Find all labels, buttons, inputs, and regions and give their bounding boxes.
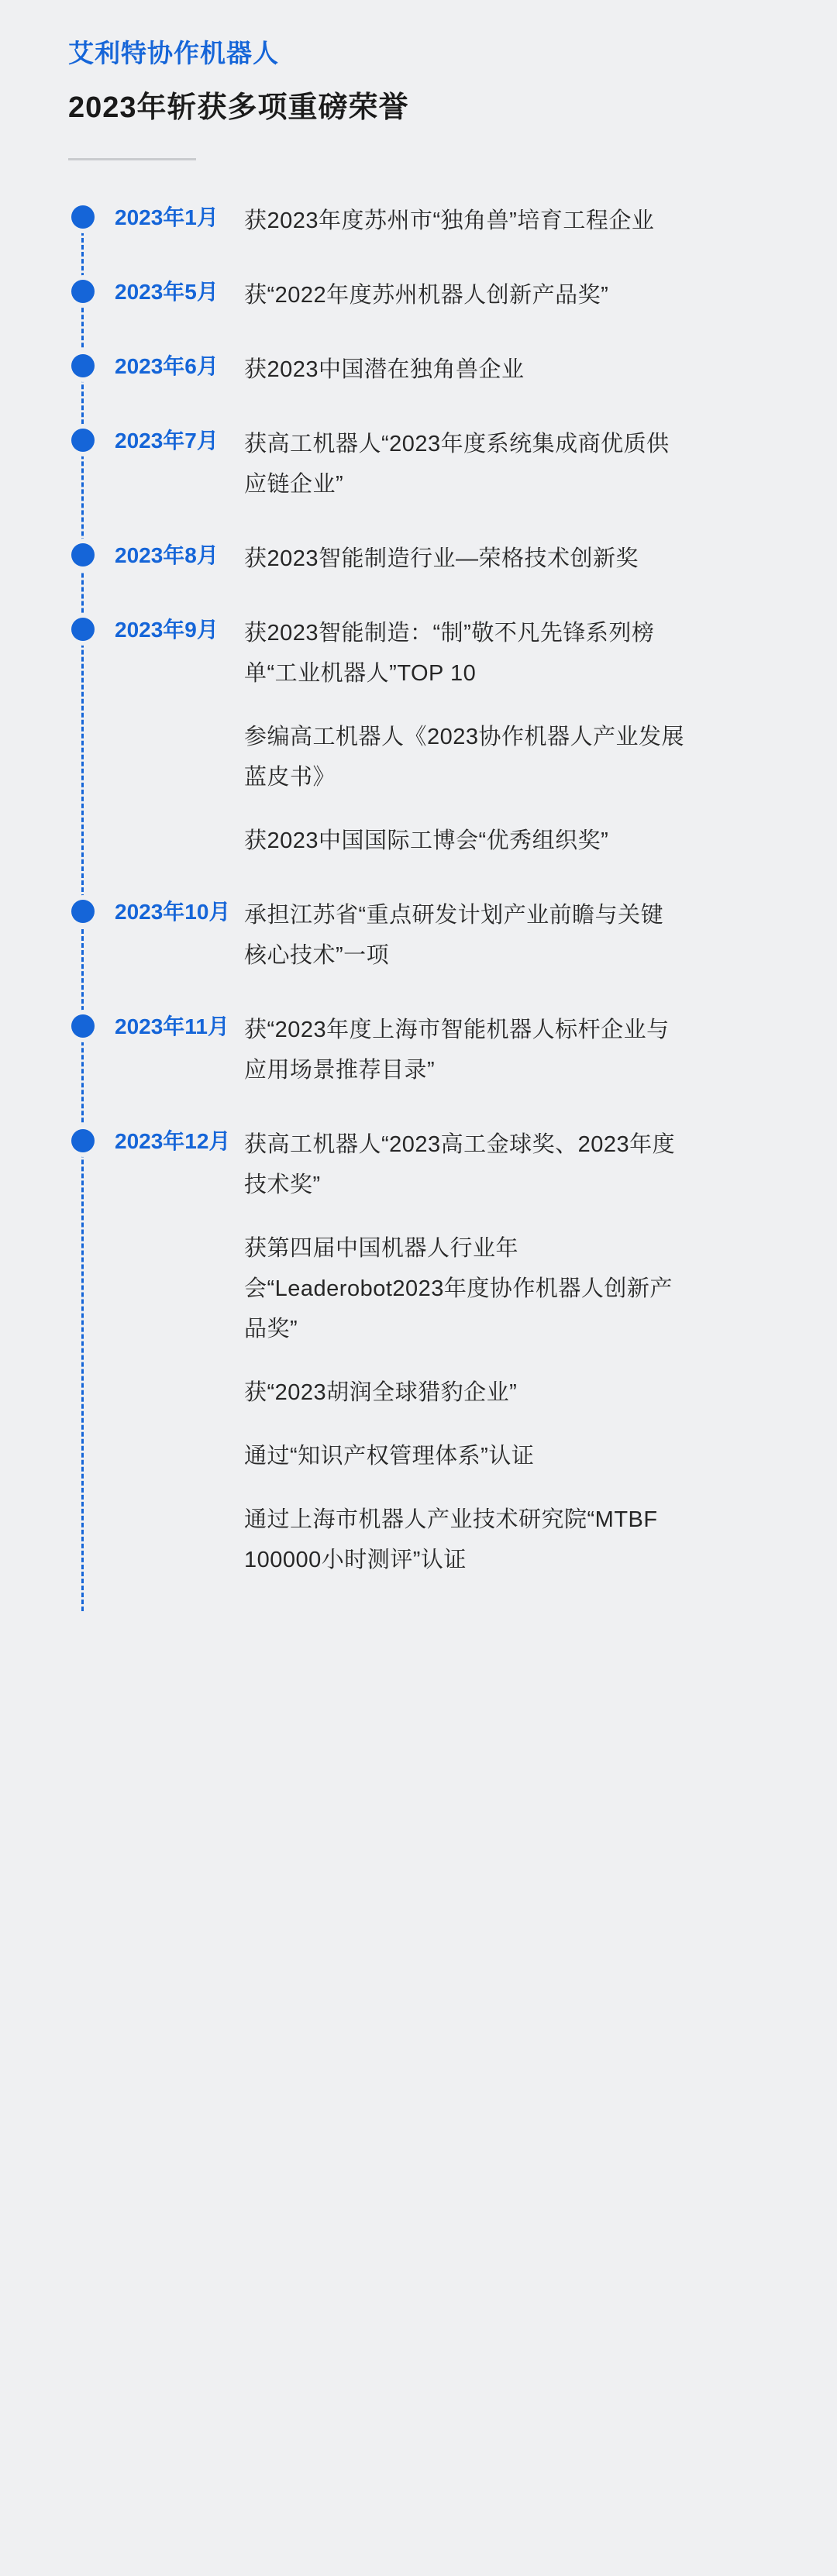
timeline-entry [68,1010,783,1090]
timeline-items [235,201,783,241]
brand-title: 艾利特协作机器人 [68,39,279,67]
list-item: 获2023智能制造行业—荣格技术创新奖 [244,546,639,572]
title-divider [68,158,196,160]
page-title: 2023年斩获多项重磅荣誉 [68,91,409,124]
list-item: 通过“知识产权管理体系”认证 [244,1444,535,1469]
timeline-date: 2023年9月 [115,618,219,642]
timeline-entry [68,895,783,976]
list-item: 承担江苏省“重点研发计划产业前瞻与关键核心技术”一项 [244,903,664,969]
timeline-items [235,1124,783,1580]
list-item: 参编高工机器人《2023协作机器人产业发展蓝皮书》 [244,725,685,790]
timeline-items [235,1010,783,1090]
list-item: 获2023中国国际工博会“优秀组织奖” [244,828,609,854]
list-item: 获2023智能制造：“制”敬不凡先锋系列榜单“工业机器人”TOP 10 [244,621,655,687]
list-item: 获“2023胡润全球猎豹企业” [244,1380,518,1406]
list-item: 通过上海市机器人产业技术研究院“MTBF 100000小时测评”认证 [244,1507,658,1573]
timeline-date: 2023年11月 [115,1014,229,1039]
list-item: 获“2023年度上海市智能机器人标杆企业与应用场景推荐目录” [244,1018,670,1083]
timeline-date: 2023年12月 [115,1129,231,1154]
timeline-items [235,895,783,976]
list-item: 获2023年度苏州市“独角兽”培育工程企业 [244,208,655,234]
timeline-entry [68,275,783,315]
timeline-items [235,613,783,861]
timeline-items [235,424,783,505]
list-item: 获2023中国潜在独角兽企业 [244,357,525,383]
timeline-date: 2023年7月 [115,429,219,453]
timeline-items [235,275,783,315]
timeline-date: 2023年5月 [115,280,219,305]
timeline-date: 2023年1月 [115,205,219,230]
timeline-date: 2023年10月 [115,900,231,925]
timeline [68,201,783,1580]
timeline-entry [68,201,783,241]
timeline-items [235,350,783,390]
list-item: 获高工机器人“2023高工金球奖、2023年度技术奖” [244,1132,676,1198]
timeline-items [235,539,783,579]
list-item: 获“2022年度苏州机器人创新产品奖” [244,283,609,308]
timeline-entry [68,539,783,579]
timeline-entry [68,613,783,861]
timeline-entry [68,350,783,390]
timeline-entry [68,424,783,505]
list-item: 获第四届中国机器人行业年会“Leaderobot2023年度协作机器人创新产品奖” [244,1236,673,1342]
timeline-date: 2023年6月 [115,354,219,379]
list-item: 获高工机器人“2023年度系统集成商优质供应链企业” [244,432,670,498]
timeline-entry [68,1124,783,1580]
timeline-date: 2023年8月 [115,543,219,568]
